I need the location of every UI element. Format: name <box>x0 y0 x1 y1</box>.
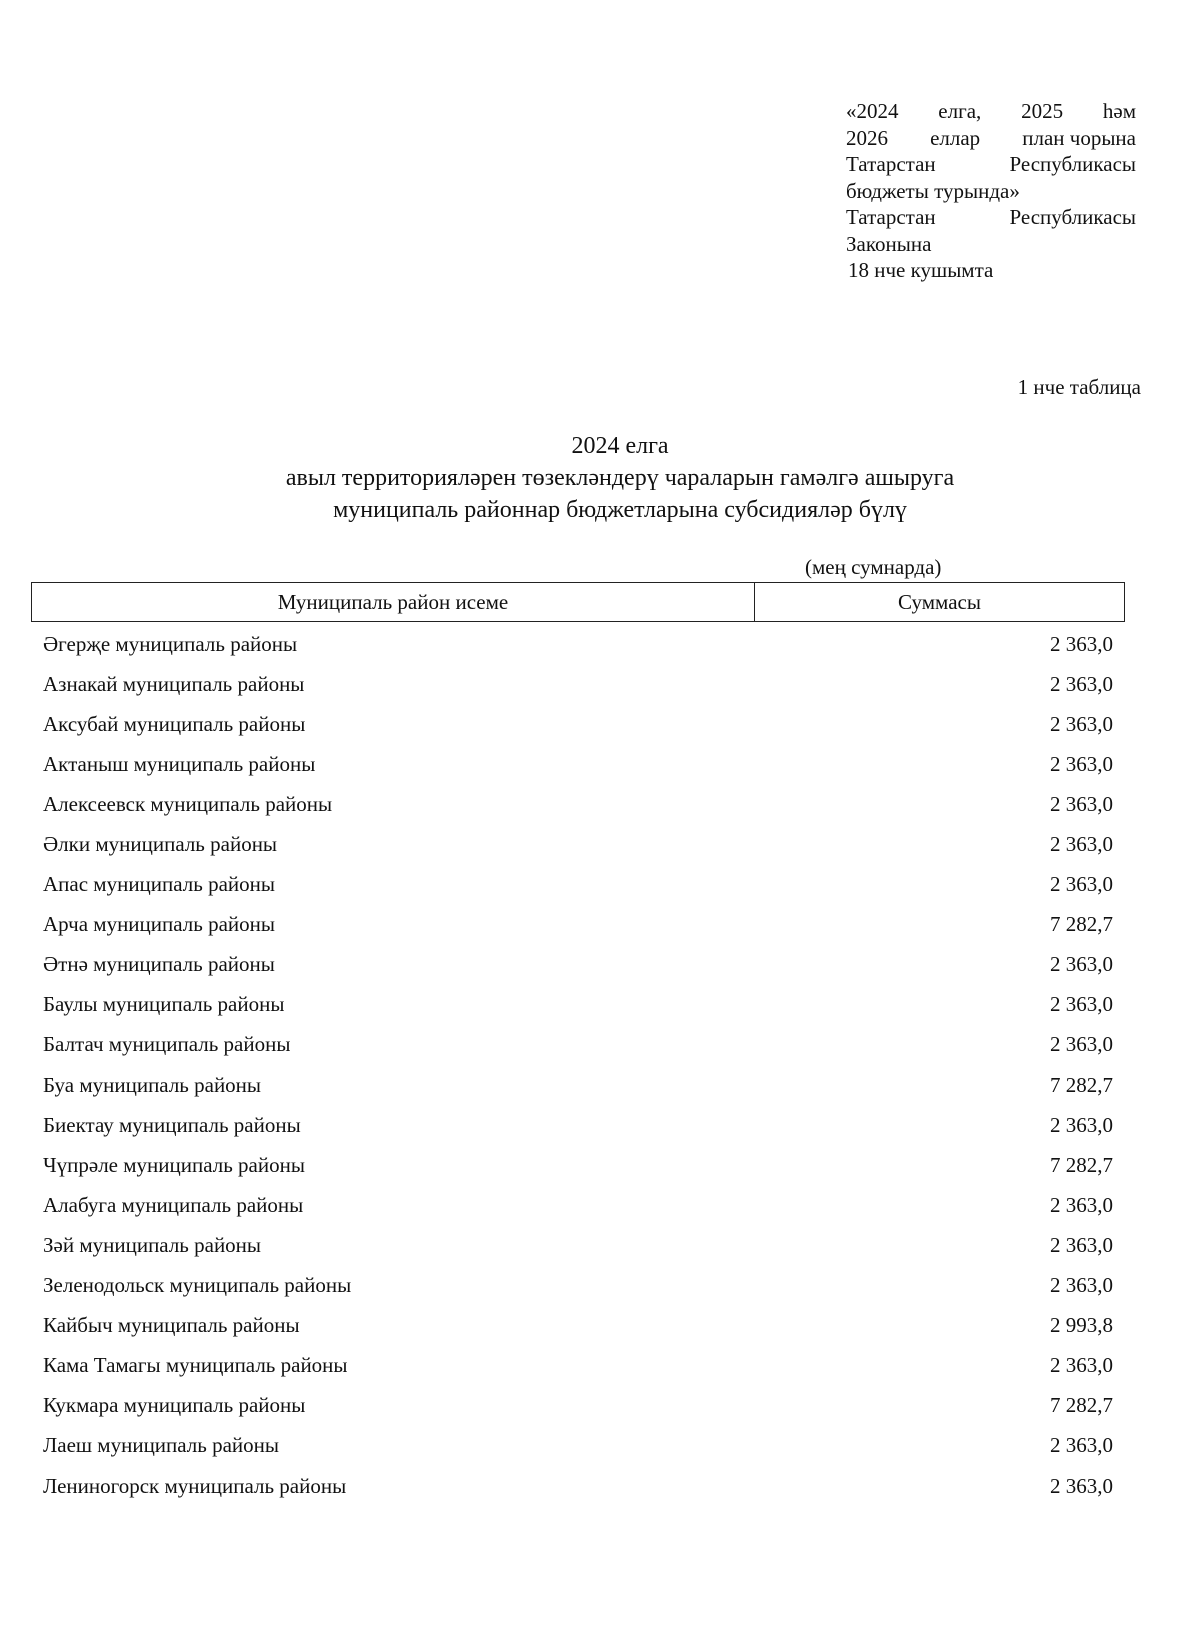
table-row <box>31 1105 1125 1145</box>
subsidy-amount: 2 363,0 <box>1050 711 1113 736</box>
district-name: Лаеш муниципаль районы <box>43 1433 280 1458</box>
table-row <box>31 784 1125 824</box>
table-row <box>31 1346 1125 1386</box>
table-row <box>31 1266 1125 1306</box>
table-body <box>31 624 1125 1506</box>
district-name: Актаныш муниципаль районы <box>43 751 316 776</box>
district-name: Азнакай муниципаль районы <box>43 671 305 696</box>
subsidy-amount: 2 363,0 <box>1050 1112 1113 1137</box>
annex-word: еллар <box>930 125 981 150</box>
district-name: Әтнә муниципаль районы <box>43 952 275 977</box>
title-line-2: авыл территорияләрен төзекләндерү чараларын гамәлгә ашыруга <box>285 465 955 491</box>
district-name: Әгерҗе муниципаль районы <box>43 631 298 656</box>
table-row <box>31 624 1125 664</box>
subsidy-amount: 7 282,7 <box>1050 1393 1113 1418</box>
subsidy-amount: 2 363,0 <box>1050 671 1113 696</box>
subsidy-amount: 2 363,0 <box>1050 832 1113 857</box>
district-name: Зәй муниципаль районы <box>43 1232 262 1257</box>
district-name: Баулы муниципаль районы <box>43 992 285 1017</box>
annex-word: Татарстан <box>846 205 936 229</box>
annex-word: 2025 <box>1021 99 1064 123</box>
subsidy-amount: 2 363,0 <box>1050 1273 1113 1298</box>
district-name: Кайбыч муниципаль районы <box>43 1313 300 1338</box>
table-header <box>31 582 1125 622</box>
annex-note-line-3 <box>846 151 1136 178</box>
subsidy-amount: 2 363,0 <box>1050 751 1113 776</box>
annex-note-line-7: 18 нче кушымта <box>848 258 994 282</box>
table-row <box>31 1306 1125 1346</box>
district-name: Буа муниципаль районы <box>43 1072 262 1097</box>
subsidy-table <box>31 582 1125 1506</box>
table-number: 1 нче таблица <box>1017 375 1141 399</box>
district-name: Кукмара муниципаль районы <box>43 1393 306 1418</box>
district-name: Апас муниципаль районы <box>43 872 275 897</box>
subsidy-amount: 2 363,0 <box>1050 1473 1113 1498</box>
subsidy-amount: 2 363,0 <box>1050 1032 1113 1057</box>
header-name-column: Муниципаль район исеме <box>32 583 755 621</box>
title-line-1: 2024 елга <box>571 433 669 459</box>
district-name: Арча муниципаль районы <box>43 912 275 937</box>
subsidy-amount: 2 363,0 <box>1050 952 1113 977</box>
district-name: Әлки муниципаль районы <box>43 832 278 857</box>
subsidy-amount: 2 993,8 <box>1050 1313 1113 1338</box>
table-row <box>31 1145 1125 1185</box>
table-row <box>31 1426 1125 1466</box>
annex-note-line-6: Законына <box>846 231 932 256</box>
table-row <box>31 865 1125 905</box>
subsidy-amount: 2 363,0 <box>1050 1353 1113 1378</box>
annex-word: «2024 <box>846 99 899 123</box>
subsidy-amount: 7 282,7 <box>1050 1072 1113 1097</box>
district-name: Биектау муниципаль районы <box>43 1112 301 1137</box>
table-row <box>31 824 1125 864</box>
district-name: Алабуга муниципаль районы <box>43 1192 304 1217</box>
table-row <box>31 1386 1125 1426</box>
annex-note <box>846 98 1136 284</box>
table-row <box>31 1185 1125 1225</box>
annex-note-line-1 <box>846 98 1136 125</box>
subsidy-amount: 2 363,0 <box>1050 1433 1113 1458</box>
district-name: Алексеевск муниципаль районы <box>43 791 333 816</box>
annex-word: план чорына <box>1022 125 1136 150</box>
table-row <box>31 704 1125 744</box>
subsidy-amount: 2 363,0 <box>1050 631 1113 656</box>
annex-note-line-4: бюджеты турында» <box>846 178 1020 203</box>
annex-note-line-5 <box>846 204 1136 231</box>
annex-note-line-2 <box>846 125 1136 152</box>
units-note: (мең сумнарда) <box>805 555 942 579</box>
district-name: Балтач муниципаль районы <box>43 1032 291 1057</box>
subsidy-amount: 2 363,0 <box>1050 992 1113 1017</box>
annex-word: Республикасы <box>1009 152 1136 176</box>
district-name: Кама Тамагы муниципаль районы <box>43 1353 348 1378</box>
title-line-3: муниципаль районнар бюджетларына субсидияләр бүлү <box>333 497 907 523</box>
table-row <box>31 945 1125 985</box>
table-row <box>31 744 1125 784</box>
annex-word: 2026 <box>846 125 888 150</box>
subsidy-amount: 2 363,0 <box>1050 1192 1113 1217</box>
district-name: Аксубай муниципаль районы <box>43 711 306 736</box>
subsidy-amount: 2 363,0 <box>1050 791 1113 816</box>
annex-word: Республикасы <box>1009 205 1136 229</box>
table-row <box>31 1225 1125 1265</box>
annex-word: Татарстан <box>846 152 936 176</box>
subsidy-amount: 7 282,7 <box>1050 912 1113 937</box>
subsidy-amount: 2 363,0 <box>1050 872 1113 897</box>
table-row <box>31 905 1125 945</box>
document-title <box>0 430 1200 526</box>
subsidy-amount: 2 363,0 <box>1050 1232 1113 1257</box>
table-row <box>31 664 1125 704</box>
table-row <box>31 1065 1125 1105</box>
table-row <box>31 985 1125 1025</box>
annex-word: һәм <box>1102 99 1136 123</box>
table-row <box>31 1466 1125 1506</box>
district-name: Лениногорск муниципаль районы <box>43 1473 347 1498</box>
annex-word: елга, <box>938 99 982 123</box>
district-name: Чүпрәле муниципаль районы <box>43 1152 305 1177</box>
district-name: Зеленодольск муниципаль районы <box>43 1273 352 1298</box>
table-row <box>31 1025 1125 1065</box>
header-amount-column: Суммасы <box>898 589 981 614</box>
subsidy-amount: 7 282,7 <box>1050 1152 1113 1177</box>
